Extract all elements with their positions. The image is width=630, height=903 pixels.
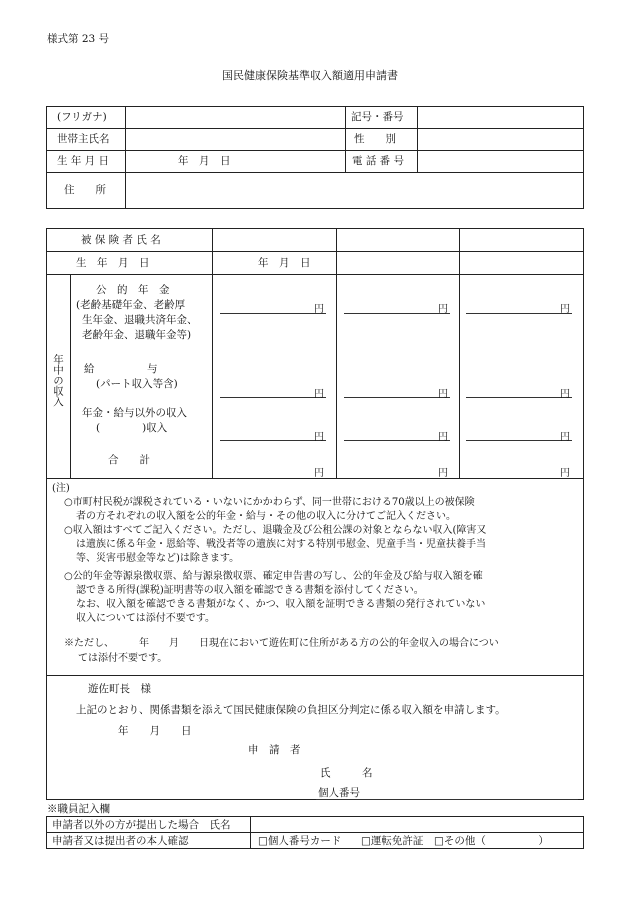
salary-amount-1[interactable] <box>220 380 312 396</box>
total-yen-1: 円 <box>314 468 324 479</box>
notes-heading: (注) <box>52 483 70 494</box>
pension-yen-2: 円 <box>438 304 448 315</box>
insured-name-label: 被 保 険 者 氏 名 <box>81 234 161 246</box>
staff-submitter-label: 申請者以外の方が提出した場合 氏名 <box>52 819 231 831</box>
staff-id-check-label: 申請者又は提出者の本人確認 <box>52 835 189 847</box>
salary-label-2: (パート収入等含) <box>96 378 178 390</box>
annual-income-side-label: 年中の収入 <box>52 354 64 407</box>
note-line: 等、災害弔慰金等など)は除きます。 <box>76 553 240 564</box>
note-line: ○市町村民税が課税されている・いないにかかわらず、同一世帯における70歳以上の被保険 <box>64 497 475 508</box>
total-amount-3[interactable] <box>466 446 558 476</box>
personal-number-field[interactable] <box>372 784 576 798</box>
pension-amount-3[interactable] <box>466 296 558 312</box>
other-yen-3: 円 <box>560 432 570 443</box>
insured-birthdate-field[interactable]: 年 月 日 <box>258 257 311 269</box>
head-of-household-field[interactable] <box>127 130 343 149</box>
pension-yen-1: 円 <box>314 304 324 315</box>
salary-yen-1: 円 <box>314 389 324 400</box>
sex-field[interactable] <box>419 130 582 149</box>
insured-birthdate-label: 生 年 月 日 <box>76 257 150 269</box>
application-statement: 上記のとおり、関係書類を添えて国民健康保険の負担区分判定に係る収入額を申請します。 <box>76 704 506 716</box>
total-amount-1[interactable] <box>220 446 312 476</box>
sex-label: 性 別 <box>354 133 396 145</box>
note-line: ○収入額はすべてご記入ください。ただし、退職金及び公租公課の対象とならない収入(障害又 <box>64 525 487 536</box>
pension-label-1: 公 的 年 金 <box>96 284 170 296</box>
other-yen-2: 円 <box>438 432 448 443</box>
phone-field[interactable] <box>419 152 582 171</box>
furigana-field[interactable] <box>127 108 343 127</box>
salary-yen-3: 円 <box>560 389 570 400</box>
total-yen-3: 円 <box>560 468 570 479</box>
page-title: 国民健康保険基準収入額適用申請書 <box>222 69 398 82</box>
head-of-household-label: 世帯主氏名 <box>57 133 110 145</box>
staff-section-heading: ※職員記入欄 <box>47 803 110 815</box>
note-line: 者の方それぞれの収入額を公的年金・給与・その他の収入に分けてご記入ください。 <box>76 511 456 522</box>
note-line: ○公的年金等源泉徴収票、給与源泉徴収票、確定申告書の写し、公的年金及び給与収入額を確 <box>64 571 483 582</box>
checkbox-mynumber-card[interactable]: □個人番号カード <box>258 835 342 847</box>
salary-yen-2: 円 <box>438 389 448 400</box>
note-line: なお、収入額を確認できる書類がなく、かつ、収入額を証明できる書類の発行されていない <box>76 599 486 610</box>
form-number: 様式第 23 号 <box>47 33 110 45</box>
address-field[interactable] <box>127 174 582 207</box>
salary-amount-2[interactable] <box>344 380 436 396</box>
symbol-number-label: 記号・番号 <box>351 111 404 123</box>
furigana-label: (フリガナ) <box>57 111 107 123</box>
applicant-label: 申 請 者 <box>248 744 301 756</box>
note-special-2: ては添付不要です。 <box>78 653 168 664</box>
other-income-label-1: 年金・給与以外の収入 <box>82 407 187 419</box>
birthdate-label: 生 年 月 日 <box>57 155 110 167</box>
total-amount-2[interactable] <box>344 446 436 476</box>
salary-label-1: 給 与 <box>84 363 158 375</box>
note-line: は遺族に係る年金・恩給等、戦没者等の遺族に対する特別弔慰金、児童手当・児童扶養手当 <box>76 539 486 550</box>
pension-amount-2[interactable] <box>344 296 436 312</box>
other-amount-3[interactable] <box>466 423 558 439</box>
total-yen-2: 円 <box>438 468 448 479</box>
insured-name-field-3[interactable] <box>461 230 582 250</box>
application-date[interactable]: 年 月 日 <box>118 725 192 737</box>
applicant-name-field[interactable] <box>380 762 575 782</box>
addressee: 遊佐町長 様 <box>88 683 151 695</box>
pension-label-3: 生年金、退職共済年金、 <box>82 314 198 326</box>
note-line: 認できる所得(課税)証明書等の収入額を確認できる書類を添付してください。 <box>76 585 424 596</box>
other-yen-1: 円 <box>314 432 324 443</box>
insured-name-field-1[interactable] <box>214 230 335 250</box>
other-amount-1[interactable] <box>220 423 312 439</box>
salary-amount-3[interactable] <box>466 380 558 396</box>
pension-label-2: (老齢基礎年金、老齢厚 <box>76 299 186 311</box>
note-line: 収入については添付不要です。 <box>76 613 215 624</box>
pension-yen-3: 円 <box>560 304 570 315</box>
address-label: 住 所 <box>64 184 106 196</box>
staff-submitter-field[interactable] <box>252 818 582 831</box>
symbol-number-field[interactable] <box>419 108 582 127</box>
other-income-label-2: ( )収入 <box>96 422 168 434</box>
total-label: 合 計 <box>108 454 150 466</box>
insured-name-field-2[interactable] <box>338 230 458 250</box>
personal-number-label: 個人番号 <box>318 787 360 799</box>
pension-label-4: 老齢年金、退職年金等) <box>82 329 192 341</box>
checkbox-other[interactable]: □その他（ ） <box>434 835 549 847</box>
pension-amount-1[interactable] <box>220 296 312 312</box>
checkbox-drivers-license[interactable]: □運転免許証 <box>361 835 424 847</box>
note-special-1: ※ただし、 年 月 日現在において遊佐町に住所がある方の公的年金収入の場合につい <box>64 638 499 649</box>
other-amount-2[interactable] <box>344 423 436 439</box>
birthdate-field[interactable]: 年 月 日 <box>178 155 231 167</box>
phone-label: 電 話 番 号 <box>352 155 405 167</box>
applicant-name-label: 氏 名 <box>320 767 373 779</box>
